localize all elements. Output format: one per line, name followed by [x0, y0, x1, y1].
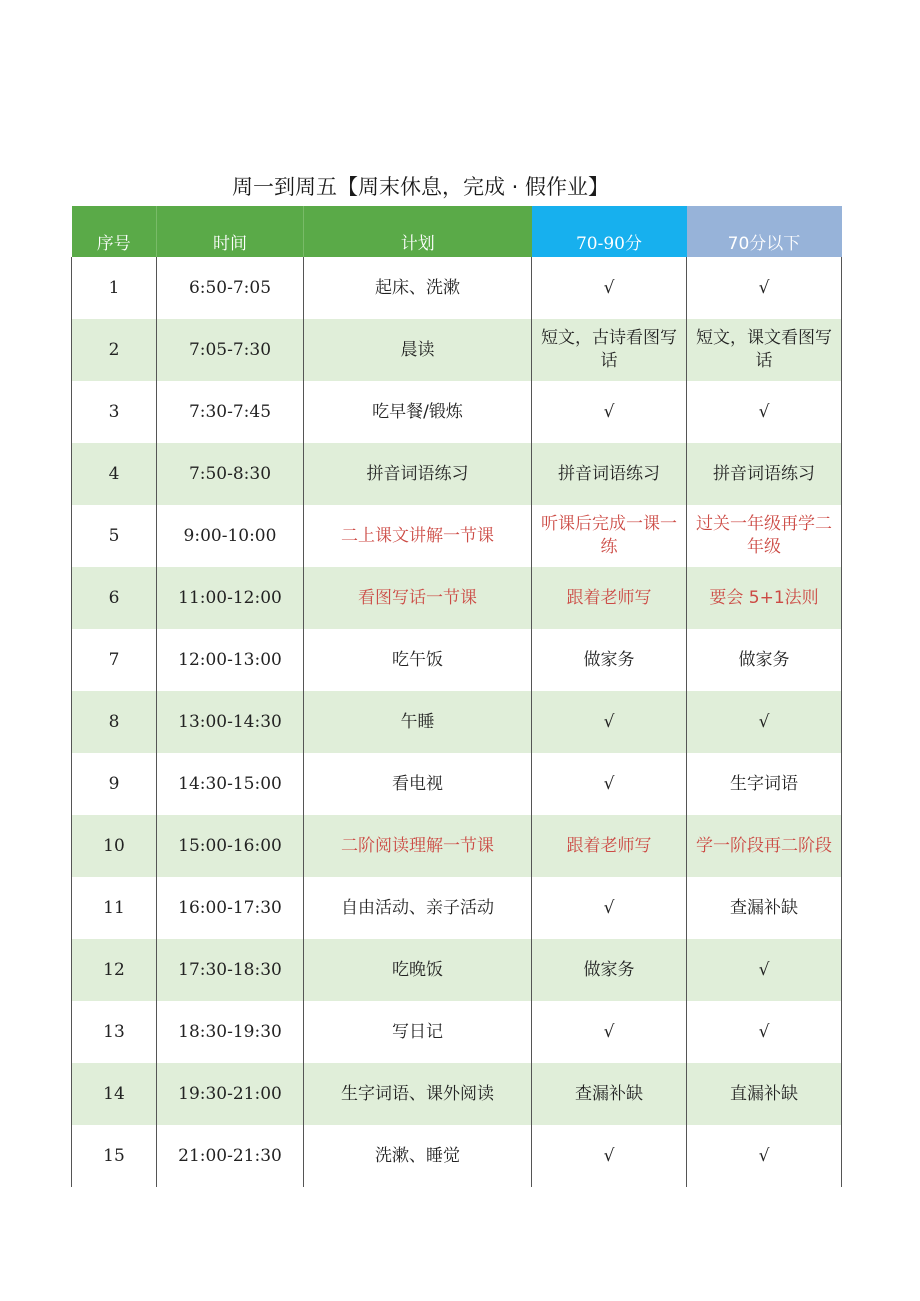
table-row — [72, 753, 842, 815]
cell-time: 18:30-19:30 — [157, 1001, 304, 1063]
cell-score-70-90: 做家务 — [532, 629, 687, 691]
cell-score-70-90: √ — [532, 257, 687, 319]
cell-score-below-70: 直漏补缺 — [687, 1063, 842, 1125]
cell-score-70-90: √ — [532, 1125, 687, 1187]
table-row — [72, 505, 842, 567]
cell-score-below-70: √ — [687, 381, 842, 443]
cell-time: 11:00-12:00 — [157, 567, 304, 629]
cell-plan: 吃早餐/锻炼 — [304, 381, 532, 443]
cell-number: 13 — [72, 1001, 157, 1063]
cell-score-70-90: √ — [532, 1001, 687, 1063]
cell-plan: 吃晚饭 — [304, 939, 532, 1001]
cell-score-below-70: √ — [687, 1001, 842, 1063]
cell-number: 5 — [72, 505, 157, 567]
cell-score-below-70: 生字词语 — [687, 753, 842, 815]
cell-score-70-90: √ — [532, 753, 687, 815]
cell-time: 14:30-15:00 — [157, 753, 304, 815]
cell-plan: 二阶阅读理解一节课 — [304, 815, 532, 877]
cell-time: 7:30-7:45 — [157, 381, 304, 443]
cell-score-70-90: 拼音词语练习 — [532, 443, 687, 505]
table-row — [72, 815, 842, 877]
cell-plan: 自由活动、亲子活动 — [304, 877, 532, 939]
cell-plan: 写日记 — [304, 1001, 532, 1063]
cell-score-70-90: 听课后完成一课一练 — [532, 505, 687, 567]
cell-number: 2 — [72, 319, 157, 381]
table-row — [72, 691, 842, 753]
cell-score-below-70: √ — [687, 939, 842, 1001]
header-score-below-70: 70分以下 — [687, 206, 842, 257]
header-plan: 计划 — [304, 206, 532, 257]
table-row — [72, 1001, 842, 1063]
cell-number: 4 — [72, 443, 157, 505]
cell-number: 6 — [72, 567, 157, 629]
schedule-table — [71, 206, 842, 1187]
cell-plan: 吃午饭 — [304, 629, 532, 691]
cell-time: 19:30-21:00 — [157, 1063, 304, 1125]
cell-number: 7 — [72, 629, 157, 691]
header-row — [72, 206, 842, 257]
cell-plan: 起床、洗漱 — [304, 257, 532, 319]
cell-plan: 午睡 — [304, 691, 532, 753]
cell-time: 17:30-18:30 — [157, 939, 304, 1001]
table-row — [72, 877, 842, 939]
cell-number: 8 — [72, 691, 157, 753]
cell-score-below-70: √ — [687, 691, 842, 753]
cell-score-below-70: √ — [687, 257, 842, 319]
cell-score-70-90: 做家务 — [532, 939, 687, 1001]
table-row — [72, 939, 842, 1001]
cell-score-70-90: √ — [532, 691, 687, 753]
table-row — [72, 257, 842, 319]
cell-plan: 生字词语、课外阅读 — [304, 1063, 532, 1125]
cell-score-below-70: 拼音词语练习 — [687, 443, 842, 505]
table-row — [72, 319, 842, 381]
header-time: 时间 — [157, 206, 304, 257]
table-row — [72, 443, 842, 505]
table-row — [72, 1063, 842, 1125]
cell-time: 16:00-17:30 — [157, 877, 304, 939]
header-score-70-90: 70-90分 — [532, 206, 687, 257]
cell-score-below-70: 做家务 — [687, 629, 842, 691]
cell-score-below-70: 查漏补缺 — [687, 877, 842, 939]
cell-plan: 晨读 — [304, 319, 532, 381]
cell-score-below-70: 要会 5+1法则 — [687, 567, 842, 629]
cell-score-70-90: 短文，古诗看图写话 — [532, 319, 687, 381]
table-row — [72, 629, 842, 691]
cell-time: 13:00-14:30 — [157, 691, 304, 753]
table-row — [72, 567, 842, 629]
cell-time: 9:00-10:00 — [157, 505, 304, 567]
table-body — [72, 257, 842, 1187]
cell-plan: 看图写话一节课 — [304, 567, 532, 629]
cell-score-below-70: 过关一年级再学二年级 — [687, 505, 842, 567]
cell-time: 12:00-13:00 — [157, 629, 304, 691]
cell-time: 21:00-21:30 — [157, 1125, 304, 1187]
cell-score-70-90: 查漏补缺 — [532, 1063, 687, 1125]
cell-number: 1 — [72, 257, 157, 319]
table-row — [72, 381, 842, 443]
cell-number: 15 — [72, 1125, 157, 1187]
cell-time: 6:50-7:05 — [157, 257, 304, 319]
cell-time: 15:00-16:00 — [157, 815, 304, 877]
cell-number: 11 — [72, 877, 157, 939]
cell-number: 10 — [72, 815, 157, 877]
cell-plan: 拼音词语练习 — [304, 443, 532, 505]
cell-score-below-70: 学一阶段再二阶段 — [687, 815, 842, 877]
page-title: 周一到周五【周末休息，完成 · 假作业】 — [232, 175, 610, 199]
cell-time: 7:05-7:30 — [157, 319, 304, 381]
cell-number: 14 — [72, 1063, 157, 1125]
cell-plan: 看电视 — [304, 753, 532, 815]
table-row — [72, 1125, 842, 1187]
cell-number: 3 — [72, 381, 157, 443]
cell-plan: 洗漱、睡觉 — [304, 1125, 532, 1187]
header-number: 序号 — [72, 206, 157, 257]
cell-score-70-90: 跟着老师写 — [532, 815, 687, 877]
cell-score-below-70: √ — [687, 1125, 842, 1187]
cell-number: 12 — [72, 939, 157, 1001]
cell-time: 7:50-8:30 — [157, 443, 304, 505]
cell-plan: 二上课文讲解一节课 — [304, 505, 532, 567]
cell-score-70-90: √ — [532, 381, 687, 443]
cell-score-70-90: 跟着老师写 — [532, 567, 687, 629]
cell-number: 9 — [72, 753, 157, 815]
cell-score-below-70: 短文，课文看图写话 — [687, 319, 842, 381]
cell-score-70-90: √ — [532, 877, 687, 939]
